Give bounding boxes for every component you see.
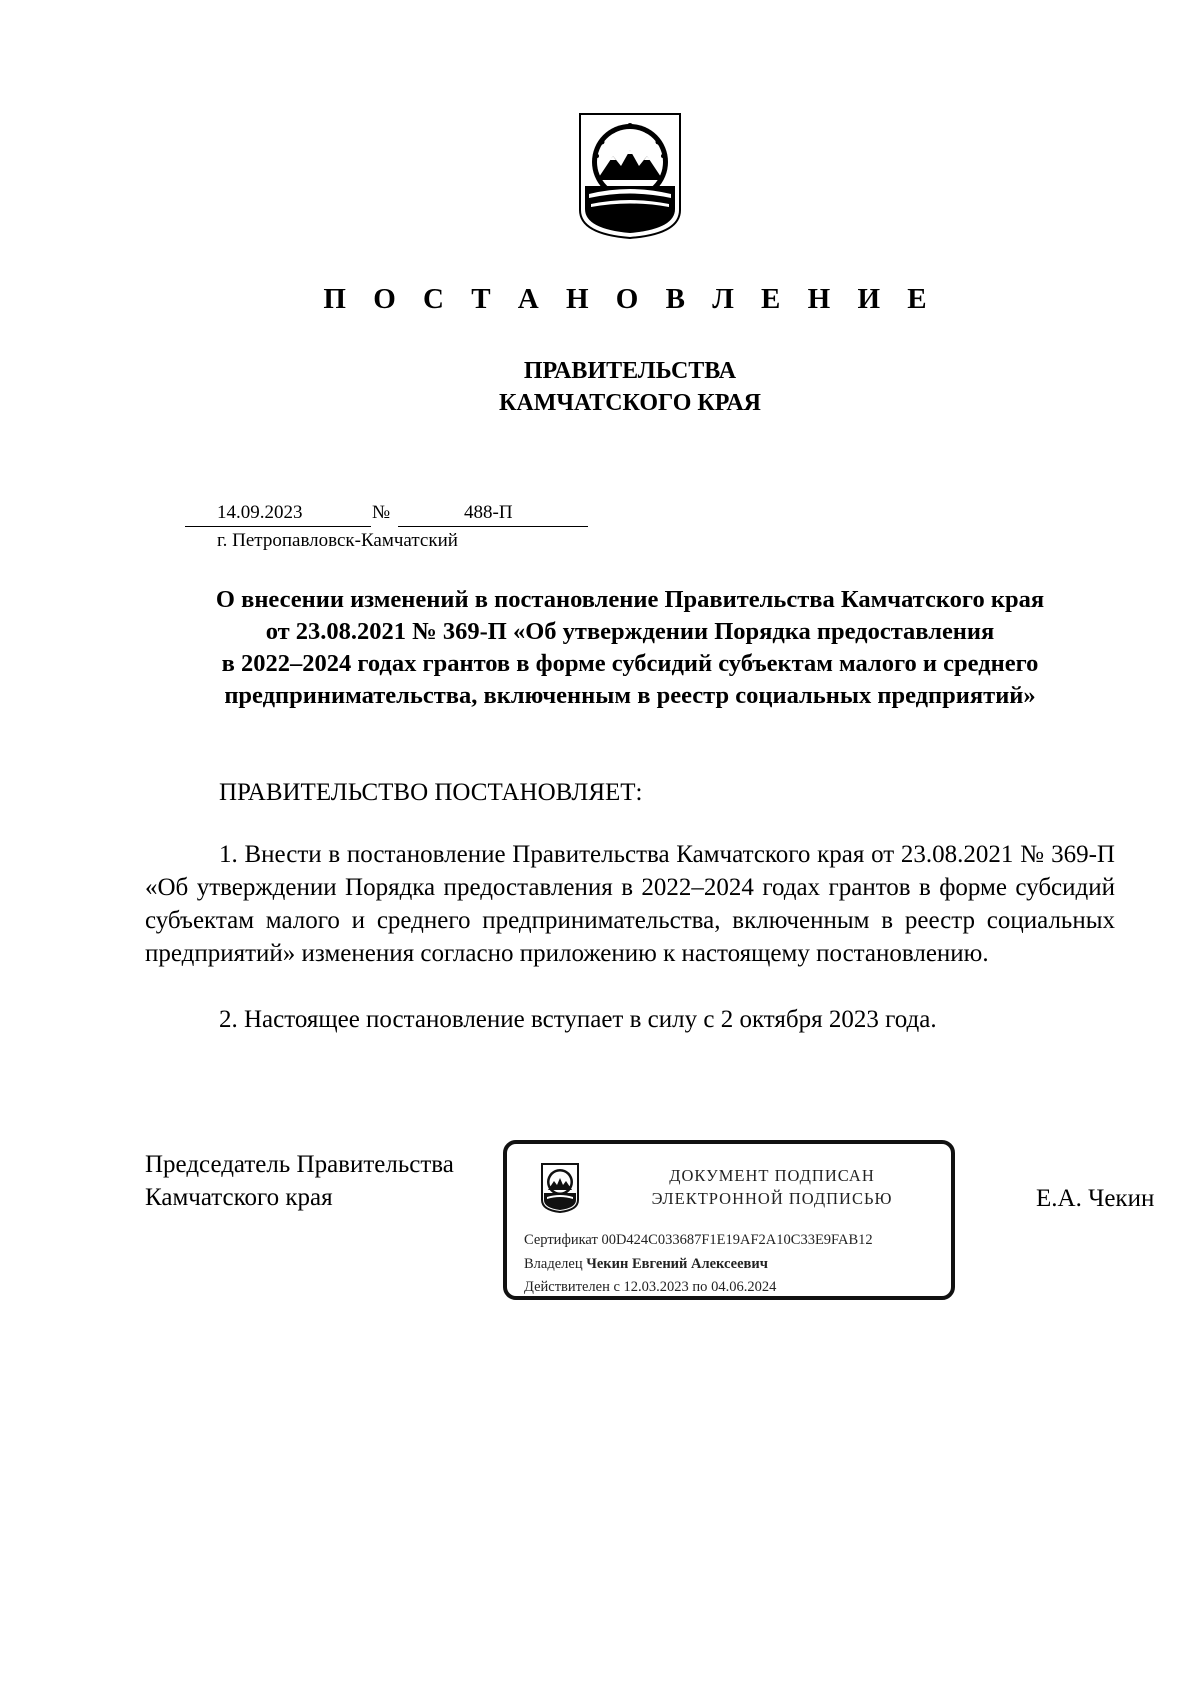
electronic-signature-stamp xyxy=(503,1140,955,1300)
valid-to-label: по xyxy=(692,1279,708,1295)
kamchatka-coat-of-arms-emblem xyxy=(577,110,683,240)
owner-value: Чекин Евгений Алексеевич xyxy=(586,1256,768,1272)
valid-label: Действителен xyxy=(524,1279,610,1295)
title-line: предпринимательства, включенным в реестр социальных предприятий» xyxy=(224,682,1036,709)
document-date: 14.09.2023 xyxy=(217,502,303,523)
title-line: от 23.08.2021 № 369-П «Об утверждении Порядка предоставления xyxy=(265,618,995,645)
certificate-value: 00D424C033687F1E19AF2A10C33E9FAB12 xyxy=(601,1232,873,1248)
decree-paragraph-2: 2. Настоящее постановление вступает в силу с 2 октября 2023 года. xyxy=(219,1006,937,1033)
number-sign: № xyxy=(372,502,391,523)
stamp-emblem-icon xyxy=(539,1162,581,1214)
stamp-validity-line xyxy=(524,1279,776,1296)
issuing-authority-line-2: КАМЧАТСКОГО КРАЯ xyxy=(498,390,762,416)
date-underline xyxy=(185,526,335,527)
valid-from-label: с xyxy=(613,1279,620,1295)
stamp-heading-line-2: ЭЛЕКТРОННОЙ ПОДПИСЬЮ xyxy=(651,1189,893,1208)
title-line: О внесении изменений в постановление Правительства Камчатского края xyxy=(215,586,1045,613)
number-underline xyxy=(398,526,588,527)
signer-name: Е.А. Чекин xyxy=(1036,1185,1155,1212)
document-number: 488-П xyxy=(464,502,513,523)
signer-position-line-1: Председатель Правительства xyxy=(145,1151,454,1178)
stamp-certificate-line xyxy=(524,1232,873,1249)
stamp-heading-line-1: ДОКУМЕНТ ПОДПИСАН xyxy=(669,1166,875,1185)
date-number-gap-underline xyxy=(335,526,371,527)
owner-label: Владелец xyxy=(524,1256,583,1272)
stamp-owner-line xyxy=(524,1256,768,1273)
issuing-authority-line-1: ПРАВИТЕЛЬСТВА xyxy=(523,358,737,384)
signer-position xyxy=(145,1148,454,1214)
issue-city: г. Петропавловск-Камчатский xyxy=(217,530,458,551)
document-title xyxy=(120,584,1140,712)
certificate-label: Сертификат xyxy=(524,1232,598,1248)
title-line: в 2022–2024 годах грантов в форме субсидий субъектам малого и среднего xyxy=(221,650,1039,677)
valid-from: 12.03.2023 xyxy=(623,1279,689,1295)
valid-to: 04.06.2024 xyxy=(711,1279,777,1295)
document-type-heading: П О С Т А Н О В Л Е Н И Е xyxy=(323,283,937,315)
decree-heading: ПРАВИТЕЛЬСТВО ПОСТАНОВЛЯЕТ: xyxy=(219,779,643,806)
decree-paragraph-1: 1. Внести в постановление Правительства Камчатского края от 23.08.2021 № 369-П «Об утверждении Порядка предоставления в 2022–2024 годах грантов в форме субсидий субъектам малого и среднего предпринимательства, включенным в реестр социальных предприятий» изменения согласно приложению к настоящему постановлению. xyxy=(145,841,1115,967)
signer-position-line-2: Камчатского края xyxy=(145,1184,333,1211)
